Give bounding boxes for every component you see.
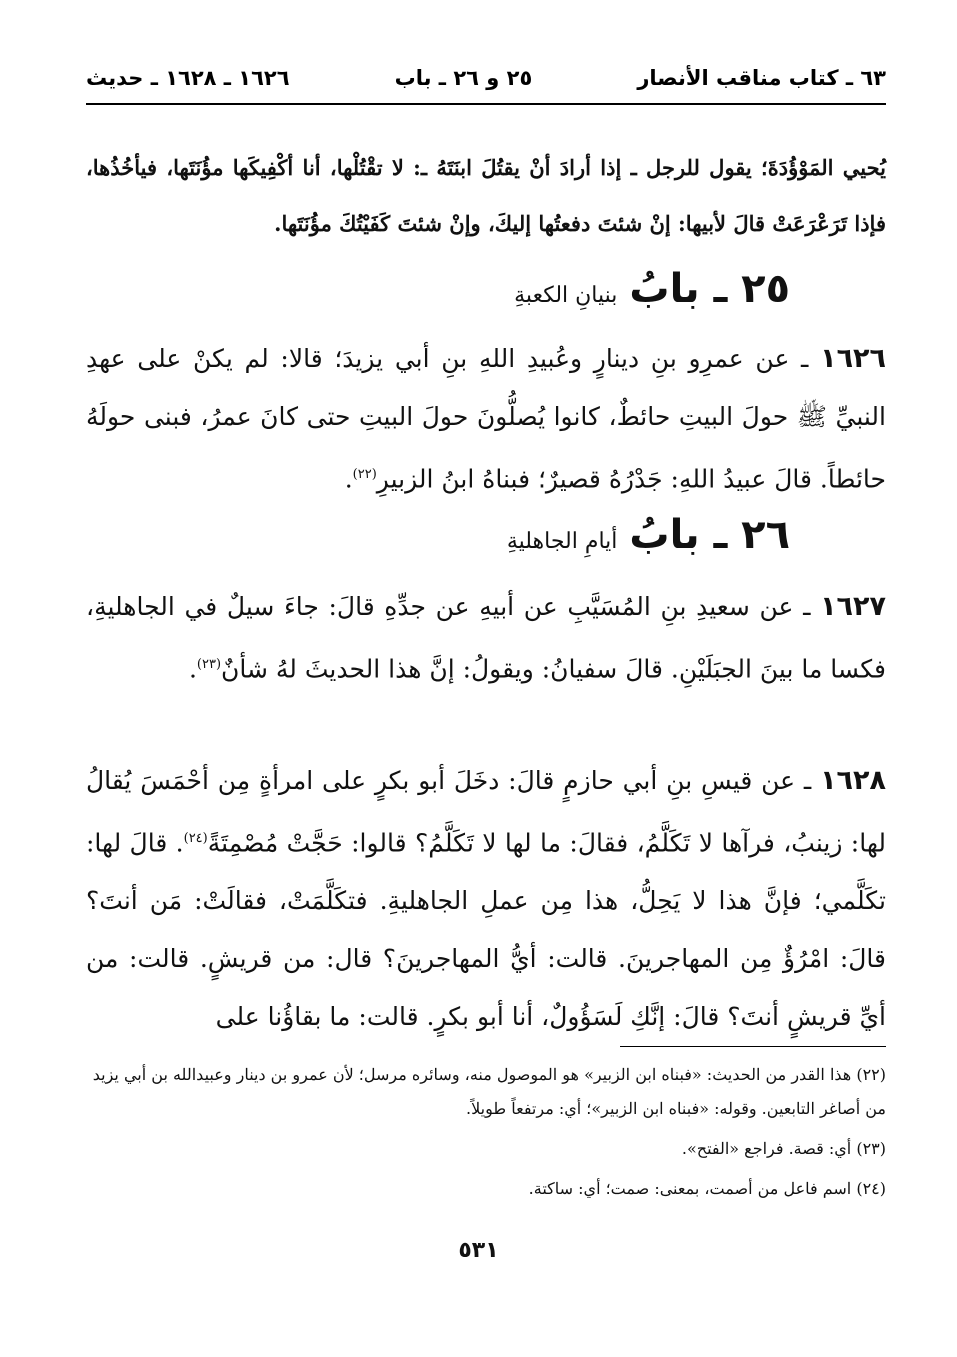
header-chapter-range: ٢٥ و ٢٦ ـ باب (394, 66, 533, 90)
footnote-22: (٢٢) هذا القدر من الحديث: «فبناه ابن الزبير» هو الموصول منه، وسائره مرسل؛ لأن عمرو بن دينار وعبيدالله بن أبي يزيد من أصاغر التابعين. وقوله: «فبناه ابن الزبير»؛ أي: مرتفعاً طويلاً. (92, 1065, 886, 1118)
hadith-1628 (86, 752, 886, 1046)
footnote-23: (٢٣) أي: قصة. فراجع «الفتح». (681, 1139, 886, 1158)
footnote-24: (٢٤) اسم فاعل من أصمت، بمعنى: صمت؛ أي: ساكتة. (528, 1179, 886, 1198)
running-header (86, 58, 886, 98)
chapter-heading-26 (250, 512, 790, 572)
footnote-ref: (٢٣) (196, 657, 222, 672)
hadith-1626 (86, 330, 886, 508)
footnote-divider (620, 1046, 886, 1047)
page-number: ٥٣١ (458, 1238, 499, 1263)
chapter-name: بنيانِ الكعبةِ (514, 283, 618, 308)
chapter-number-title: ٢٦ ـ بابُ (629, 512, 790, 558)
hadith-number: ١٦٢٧ (820, 591, 886, 622)
header-book-title: ٦٣ ـ كتاب مناقب الأنصار (637, 66, 886, 90)
footnote-ref: (٢٤) (183, 831, 208, 846)
hadith-text: ـ عن سعيدِ بنِ المُسَيَّبِ عن أبيهِ عن جدِّهِ قالَ: جاءَ سيلٌ في الجاهليةِ، فكسا ما بينَ الجبَلَيْنِ. قالَ سفيانُ: ويقولُ: إنَّ هذا الحديثَ لهُ شأنٌ (86, 592, 886, 684)
hadith-number: ١٦٢٨ (820, 765, 886, 796)
hadith-1627 (86, 578, 886, 698)
hadith-text-end: . (344, 464, 353, 494)
chapter-heading-25 (250, 266, 790, 326)
hadith-number: ١٦٢٦ (820, 343, 887, 374)
chapter-name: أيامِ الجاهليةِ (506, 529, 618, 554)
chapter-number-title: ٢٥ ـ بابُ (629, 266, 790, 312)
header-hadith-range: ١٦٢٦ ـ ١٦٢٨ ـ حديث (86, 66, 290, 90)
hadith-text: ـ عن عمرِو بنِ دينارٍ وعُبيدِ اللهِ بنِ أبي يزيدَ؛ قالا: لم يكنْ على عهدِ النبيِّ ﷺ حولَ البيتِ حائطٌ، كانوا يُصلُّونَ حولَ البيتِ حتى كانَ عمرُ، فبنى حولَهُ حائطاً. قالَ عبيدُ اللهِ: جَدْرُهُ قصيرٌ؛ فبناهُ ابنُ الزبيرِ (86, 344, 886, 494)
footnote-ref: (٢٢) (352, 467, 377, 482)
hadith-text-end: . قالَ لها: تكَلَّمي؛ فإنَّ هذا لا يَحِلُّ، هذا مِن عملِ الجاهليةِ. فتكَلَّمَتْ، فقالَتْ: مَن أنتَ؟ قالَ: امْرُؤٌ مِن المهاجرينَ. قالت: أيُّ المهاجرينَ؟ قال: من قريشٍ. قالت: من أيِّ قريشٍ أنتَ؟ قالَ: إنَّكِ لَسَؤُولٌ، أنا أبو بكرٍ. قالت: ما بقاؤُنا على (86, 828, 886, 1032)
hadith-text-end: . (188, 654, 197, 684)
footnotes (86, 1058, 886, 1212)
header-divider (86, 103, 886, 105)
hadith-text: ـ عن قيسِ بنِ أبي حازمٍ قالَ: دخَلَ أبو بكرٍ على امرأةٍ مِن أحْمَسَ يُقالُ لها: زينبُ، فرآها لا تَكَلَّمُ، فقالَ: ما لها لا تَكَلَّمُ؟ قالوا: حَجَّتْ مُصْمِتَةً (86, 766, 886, 858)
intro-paragraph: يُحيي المَوْؤُدَةَ؛ يقول للرجل ـ إذا أرادَ أنْ يقتُلَ ابنَتَهُ ـ: لا تقْتُلْها، أنا أكْفِيكَها مؤُنَتَها، فيأخُذُها، فإذا تَرَعْرَعَتْ قالَ لأبيها: إنْ شئتَ دفعتُها إليكَ، وإنْ شئتَ كَفَيْتُكَ مؤُنَتَها. (86, 155, 886, 236)
